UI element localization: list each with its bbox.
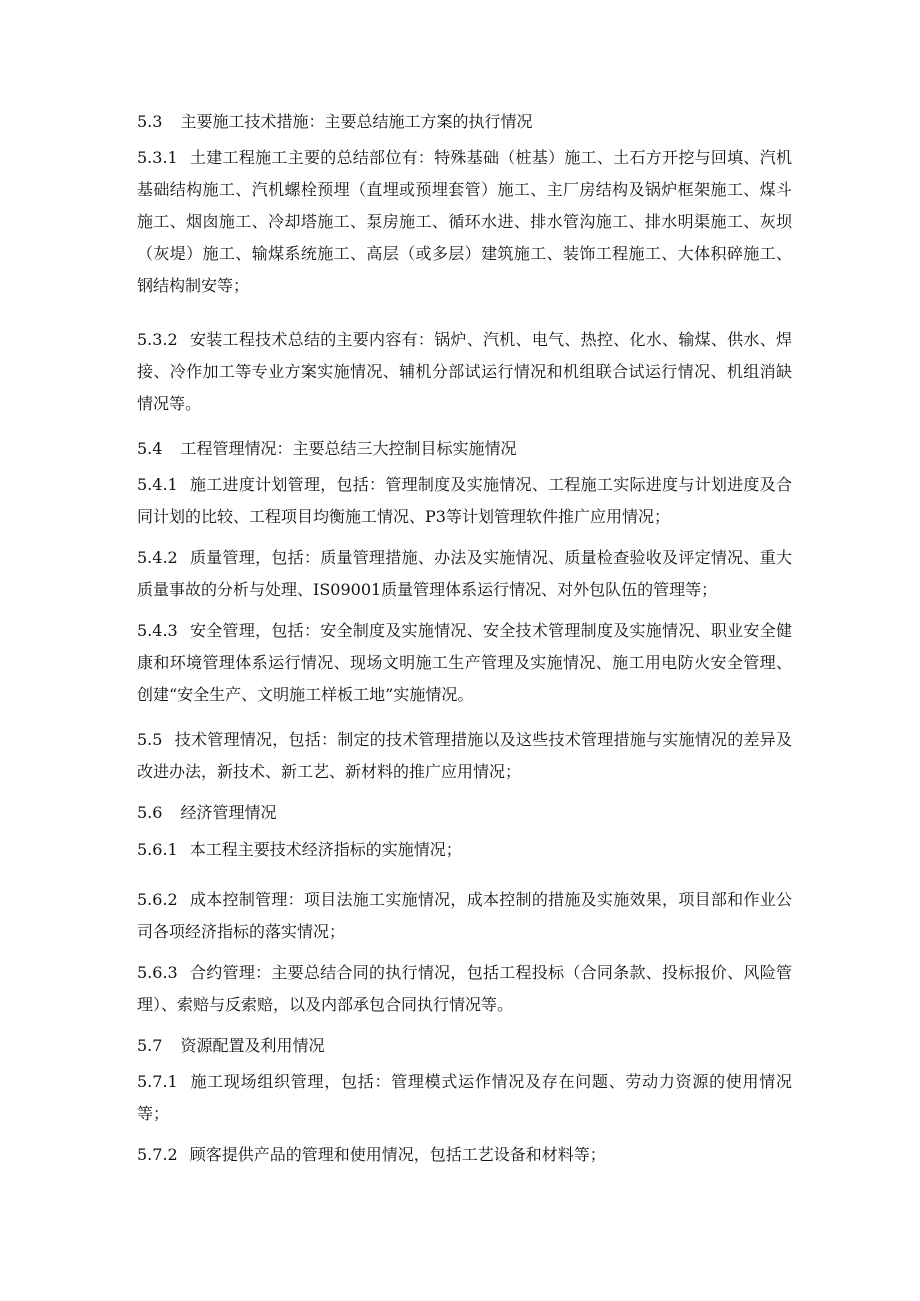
paragraph-5-7-2 [137, 1139, 792, 1171]
section-number: 5.6 [137, 803, 163, 822]
section-number: 5.5 [137, 730, 163, 749]
section-text: 安装工程技术总结的主要内容有：锅炉、汽机、电气、热控、化水、输煤、供水、焊接、冷作加工等专业方案实施情况、辅机分部试运行情况和机组联合试运行情况、机组消缺情况等。 [137, 330, 792, 413]
section-number: 5.6.1 [137, 840, 178, 859]
paragraph-5-6-3 [137, 957, 792, 1021]
section-text: 主要施工技术措施：主要总结施工方案的执行情况 [180, 112, 533, 131]
section-text: 质量管理，包括：质量管理措施、办法及实施情况、质量检查验收及评定情况、重大质量事故的分析与处理、IS09001质量管理体系运行情况、对外包队伍的管理等； [137, 548, 792, 599]
paragraph-5-3-2 [137, 324, 792, 420]
section-text: 施工现场组织管理，包括：管理模式运作情况及存在问题、劳动力资源的使用情况等； [137, 1072, 792, 1123]
section-text: 安全管理，包括：安全制度及实施情况、安全技术管理制度及实施情况、职业安全健康和环境管理体系运行情况、现场文明施工生产管理及实施情况、施工用电防火安全管理、创建“安全生产、文明施工样板工地”实施情况。 [137, 621, 792, 704]
section-text: 工程管理情况：主要总结三大控制目标实施情况 [180, 439, 517, 458]
section-text: 顾客提供产品的管理和使用情况，包括工艺设备和材料等； [189, 1145, 606, 1164]
paragraph-5-4-3 [137, 615, 792, 711]
section-number: 5.3.1 [137, 148, 178, 167]
section-number: 5.6.2 [137, 890, 178, 909]
section-number: 5.4.2 [137, 548, 178, 567]
paragraph-5-7-1 [137, 1066, 792, 1130]
section-number: 5.3 [137, 112, 163, 131]
paragraph-5-3-1 [137, 142, 792, 302]
section-text: 本工程主要技术经济指标的实施情况； [189, 840, 462, 859]
section-number: 5.7.2 [137, 1145, 178, 1164]
section-text: 成本控制管理：项目法施工实施情况，成本控制的措施及实施效果，项目部和作业公司各项经济指标的落实情况； [137, 890, 792, 941]
section-heading-5-6 [137, 797, 792, 829]
paragraph-5-4-1 [137, 469, 792, 533]
section-number: 5.7 [137, 1036, 163, 1055]
section-number: 5.4.3 [137, 621, 178, 640]
paragraph-5-4-2 [137, 542, 792, 606]
section-text: 技术管理情况，包括：制定的技术管理措施以及这些技术管理措施与实施情况的差异及改进办法，新技术、新工艺、新材料的推广应用情况； [137, 730, 792, 781]
section-heading-5-3 [137, 106, 792, 138]
section-number: 5.3.2 [137, 330, 178, 349]
section-number: 5.7.1 [137, 1072, 178, 1091]
section-number: 5.6.3 [137, 963, 178, 982]
section-text: 合约管理：主要总结合同的执行情况，包括工程投标（合同条款、投标报价、风险管理）、索赔与反索赔，以及内部承包合同执行情况等。 [137, 963, 792, 1014]
section-text: 施工进度计划管理，包括：管理制度及实施情况、工程施工实际进度与计划进度及合同计划的比较、工程项目均衡施工情况、P3等计划管理软件推广应用情况； [137, 475, 792, 526]
paragraph-5-5 [137, 724, 792, 788]
section-heading-5-4 [137, 433, 792, 465]
section-text: 土建工程施工主要的总结部位有：特殊基础（桩基）施工、土石方开挖与回填、汽机基础结构施工、汽机螺栓预埋（直埋或预埋套管）施工、主厂房结构及锅炉框架施工、煤斗施工、烟囱施工、冷却塔施工、泵房施工、循环水进、排水管沟施工、排水明渠施工、灰坝（灰堤）施工、输煤系统施工、高层（或多层）建筑施工、装饰工程施工、大体积碎施工、钢结构制安等； [137, 148, 792, 295]
section-number: 5.4.1 [137, 475, 178, 494]
paragraph-5-6-2 [137, 884, 792, 948]
section-text: 资源配置及利用情况 [180, 1036, 325, 1055]
section-heading-5-7 [137, 1030, 792, 1062]
section-text: 经济管理情况 [180, 803, 277, 822]
section-number: 5.4 [137, 439, 163, 458]
paragraph-5-6-1 [137, 834, 792, 866]
